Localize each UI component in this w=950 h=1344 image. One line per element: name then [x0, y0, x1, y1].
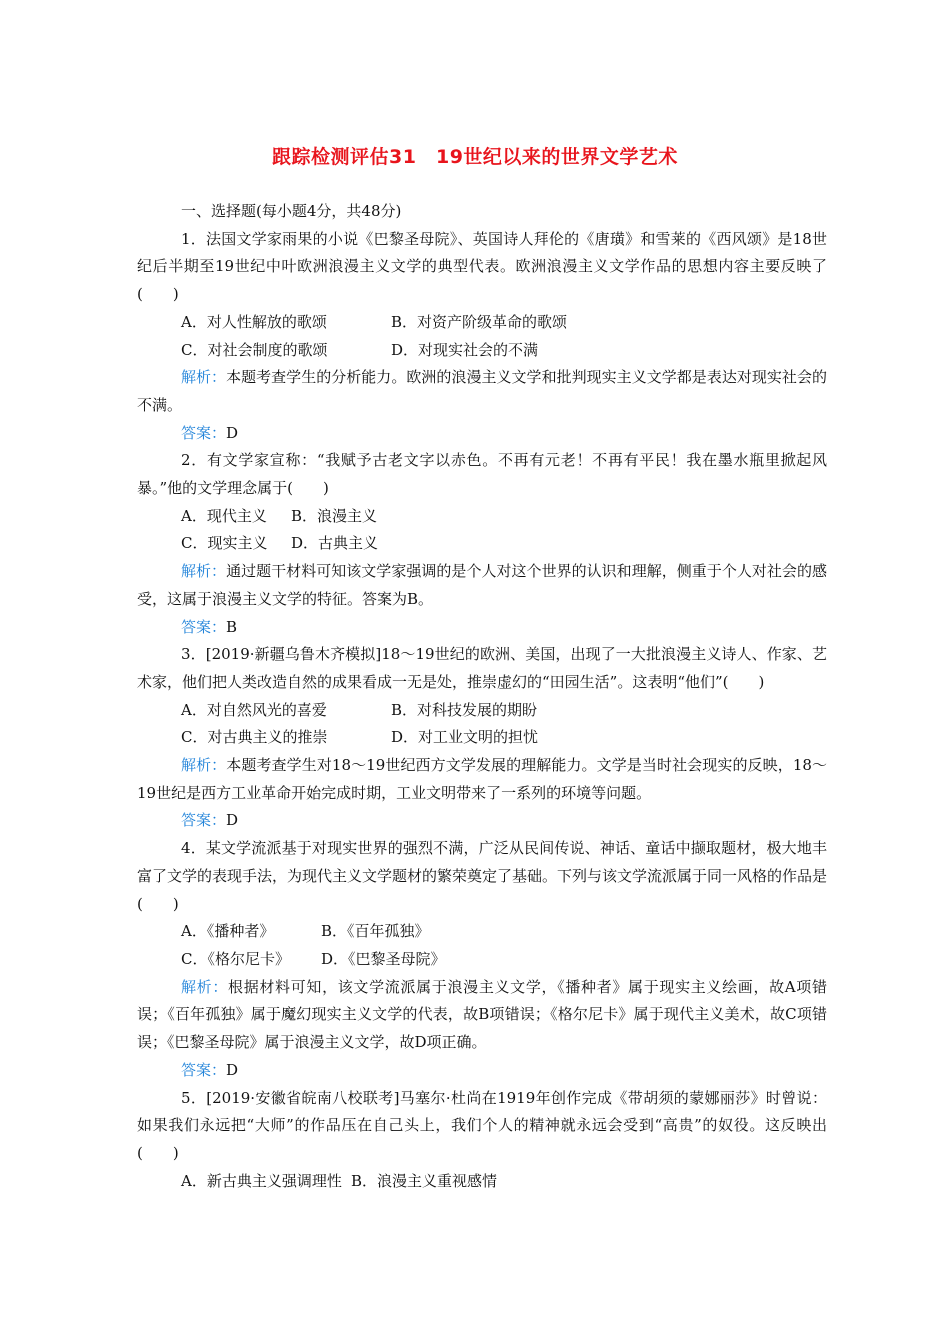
- question-3-option-d: D．对工业文明的担忧: [391, 728, 539, 747]
- question-2-option-a: A．现代主义: [181, 506, 267, 525]
- question-2-analysis-text: 通过题干材料可知该文学家强调的是个人对这个世界的认识和理解，侧重于个人对社会的感受，这属于浪漫主义文学的特征。答案为B。: [137, 562, 827, 608]
- question-2-option-c: C．现实主义: [181, 534, 268, 553]
- question-5-stem: 5．[2019·安徽省皖南八校联考]马塞尔·杜尚在1919年创作完成《带胡须的蒙娜丽莎》时曾说：如果我们永远把“大师”的作品压在自己头上，我们个人的精神就永远会受到“高贵”的奴役。这反映出( ): [137, 1088, 827, 1162]
- question-5-option-a: A．新古典主义强调理性: [181, 1171, 342, 1190]
- question-3-option-a: A．对自然风光的喜爱: [181, 700, 327, 719]
- question-2-analysis: [137, 558, 827, 613]
- question-5-options-row-1: [137, 1168, 827, 1196]
- question-4-answer-value: D: [226, 1060, 239, 1079]
- question-2-options-row-2: [137, 530, 827, 558]
- question-3-analysis-text: 本题考查学生对18～19世纪西方文学发展的理解能力。文学是当时社会现实的反映，18～19世纪是西方工业革命开始完成时期，工业文明带来了一系列的环境等问题。: [137, 756, 827, 802]
- question-1-options-row-1: [137, 309, 827, 337]
- question-1-option-c: C．对社会制度的歌颂: [181, 340, 328, 359]
- question-4-option-a: A．《播种者》: [181, 922, 275, 941]
- question-4-option-b: B．《百年孤独》: [321, 922, 430, 941]
- analysis-label: 解析：: [181, 756, 227, 775]
- question-2-answer-value: B: [226, 617, 238, 636]
- answer-label: 答案：: [181, 617, 227, 636]
- question-2-options-row-1: [137, 503, 827, 531]
- question-3-answer-value: D: [226, 811, 239, 830]
- question-3-options-row-1: [137, 697, 827, 725]
- section-heading: 一、选择题(每小题4分，共48分): [181, 202, 402, 220]
- question-2-stem: 2．有文学家宣称：“我赋予古老文字以赤色。不再有元老！不再有平民！我在墨水瓶里掀起风暴。”他的文学理念属于( ): [137, 451, 827, 498]
- question-4-analysis-text: 根据材料可知，该文学流派属于浪漫主义文学，《播种者》属于现实主义绘画，故A项错误；《百年孤独》属于魔幻现实主义文学的代表，故B项错误；《格尔尼卡》属于现代主义美术，故C项错误；《巴黎圣母院》属于浪漫主义文学，故D项正确。: [137, 977, 827, 1052]
- question-5-option-b: B．浪漫主义重视感情: [351, 1171, 498, 1190]
- answer-label: 答案：: [181, 423, 227, 442]
- answer-label: 答案：: [181, 811, 227, 830]
- question-3-stem: 3．[2019·新疆乌鲁木齐模拟]18～19世纪的欧洲、美国，出现了一大批浪漫主义诗人、作家、艺术家，他们把人类改造自然的成果看成一无是处，推崇虚幻的“田园生活”。这表明“他们”( ): [137, 645, 827, 691]
- question-4-option-d: D．《巴黎圣母院》: [321, 949, 446, 968]
- question-3-option-b: B．对科技发展的期盼: [391, 700, 538, 719]
- question-3-answer: [137, 807, 827, 835]
- analysis-label: 解析：: [181, 562, 227, 581]
- question-1-answer-value: D: [226, 423, 239, 442]
- question-1-answer: [137, 420, 827, 448]
- question-3-option-c: C．对古典主义的推崇: [181, 728, 328, 747]
- analysis-label: 解析：: [181, 977, 229, 996]
- document-body: [137, 198, 827, 1195]
- answer-label: 答案：: [181, 1060, 227, 1079]
- question-1-analysis-text: 本题考查学生的分析能力。欧洲的浪漫主义文学和批判现实主义文学都是表达对现实社会的不满。: [137, 368, 827, 414]
- question-4-analysis: [137, 974, 827, 1057]
- question-3-options-row-2: [137, 724, 827, 752]
- question-1-option-b: B．对资产阶级革命的歌颂: [391, 312, 568, 331]
- question-2-option-b: B．浪漫主义: [291, 506, 378, 525]
- question-4-answer: [137, 1057, 827, 1085]
- question-1-analysis: [137, 364, 827, 419]
- question-2-option-d: D．古典主义: [291, 534, 379, 553]
- document-title: 跟踪检测评估31 19世纪以来的世界文学艺术: [272, 146, 678, 168]
- question-1-option-d: D．对现实社会的不满: [391, 340, 539, 359]
- analysis-label: 解析：: [181, 368, 227, 387]
- question-4-options-row-1: [137, 918, 827, 946]
- question-4-options-row-2: [137, 946, 827, 974]
- question-4-stem: 4．某文学流派基于对现实世界的强烈不满，广泛从民间传说、神话、童话中撷取题材，极大地丰富了文学的表现手法，为现代主义文学题材的繁荣奠定了基础。下列与该文学流派属于同一风格的作品是( ): [137, 839, 828, 913]
- question-1-stem: 1．法国文学家雨果的小说《巴黎圣母院》、英国诗人拜伦的《唐璜》和雪莱的《西风颂》是18世纪后半期至19世纪中叶欧洲浪漫主义文学的典型代表。欧洲浪漫主义文学作品的思想内容主要反映了( ): [137, 229, 827, 304]
- question-2-answer: [137, 614, 827, 642]
- question-4-option-c: C．《格尔尼卡》: [181, 949, 290, 968]
- question-3-analysis: [137, 752, 827, 807]
- question-1-options-row-2: [137, 337, 827, 365]
- question-1-option-a: A．对人性解放的歌颂: [181, 312, 327, 331]
